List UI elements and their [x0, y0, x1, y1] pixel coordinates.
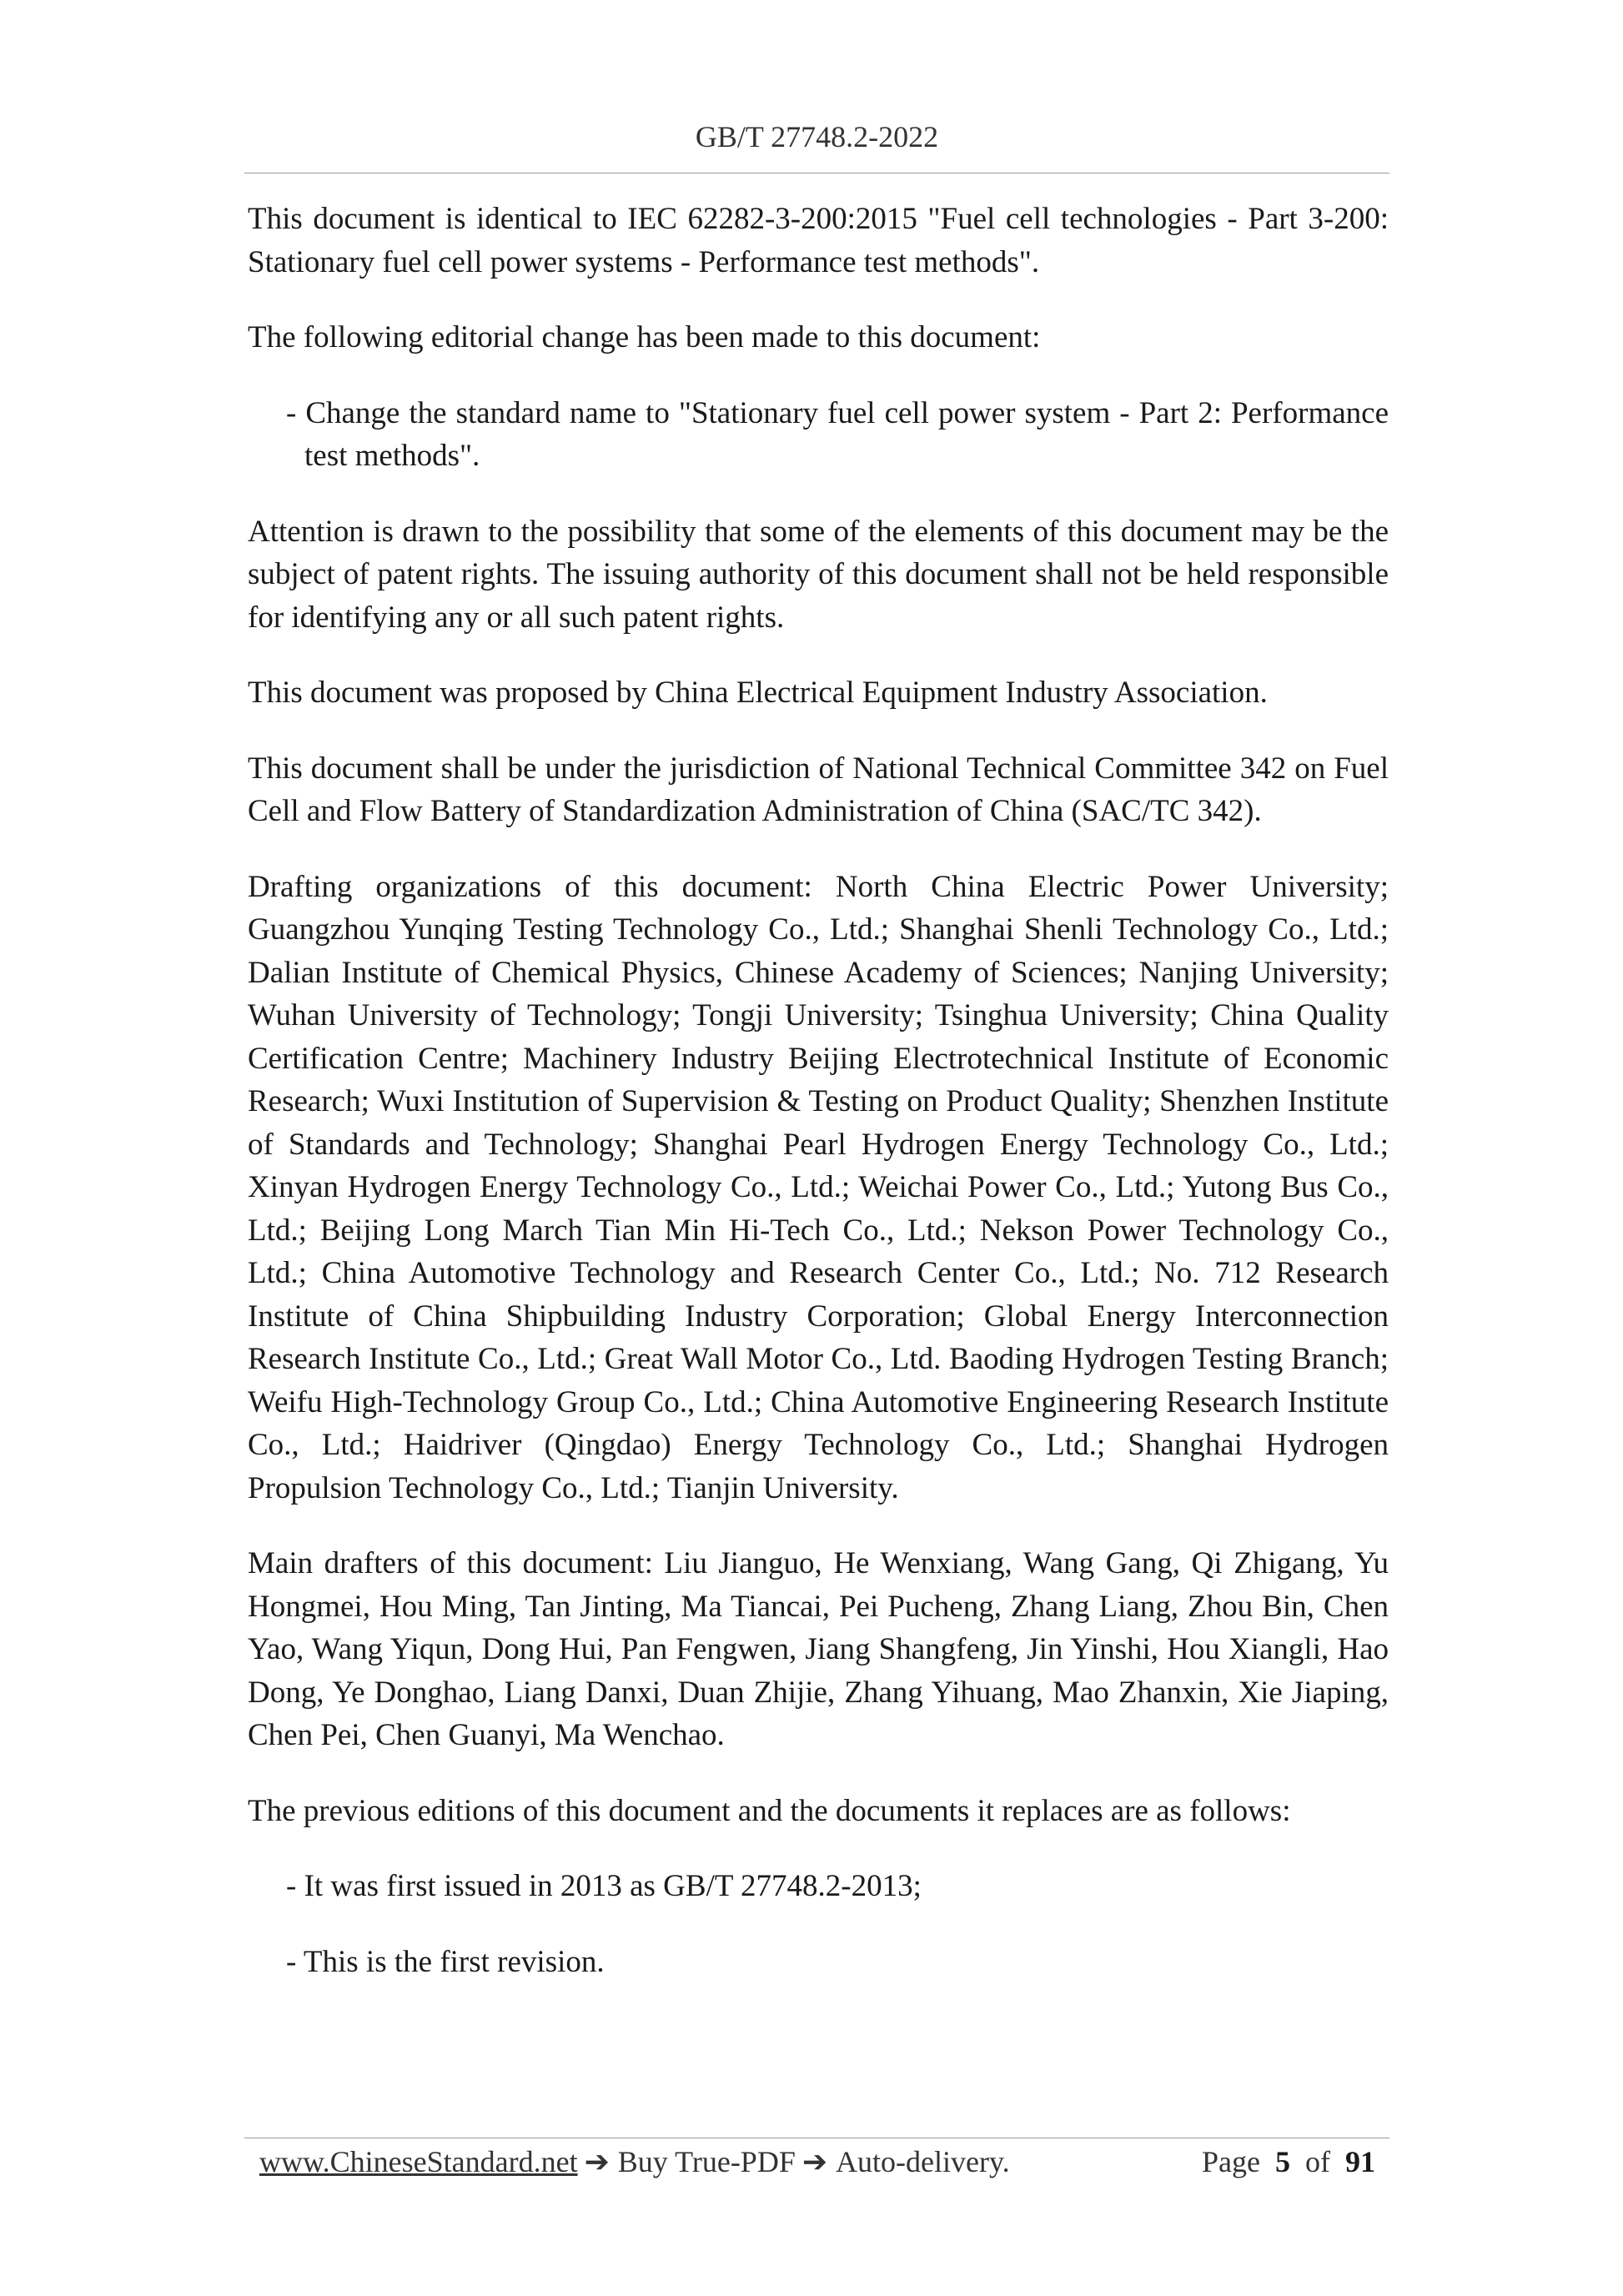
total-page-count: 91: [1345, 2145, 1375, 2178]
drafting-organizations: Drafting organizations of this document: North China Electric Power University; Guangzhou Yunqing Testing Technology Co., Ltd.; Shanghai Shenli Technology Co., Ltd.; Dalian Institute of Chemical Physics, Chinese Academy of Sciences; Nanjing University; Wuhan University of Technology; Tongji University; Tsinghua University; China Quality Certification Centre; Machinery Industry Beijing Electrotechnical Institute of Economic Research; Wuxi Institution of Supervision & Testing on Product Quality; Shenzhen Institute of Standards and Technology; Shanghai Pearl Hydrogen Energy Technology Co., Ltd.; Xinyan Hydrogen Energy Technology Co., Ltd.; Weichai Power Co., Ltd.; Yutong Bus Co., Ltd.; Beijing Long March Tian Min Hi-Tech Co., Ltd.; Nekson Power Technology Co., Ltd.; China Automotive Technology and Research Center Co., Ltd.; No. 712 Research Institute of China Shipbuilding Industry Corporation; Global Energy Interconnection Research Institute Co., Ltd.; Great Wall Motor Co., Ltd. Baoding Hydrogen Testing Branch; Weifu High-Technology Group Co., Ltd.; China Automotive Engineering Research Institute Co., Ltd.; Haidriver (Qingdao) Energy Technology Co., Ltd.; Shanghai Hydrogen Propulsion Technology Co., Ltd.; Tianjin University.: [248, 869, 1389, 1505]
previous-editions-intro: The previous editions of this document and the documents it replaces are as follows:: [248, 1793, 1291, 1828]
footer-purchase-line: [259, 2142, 1010, 2182]
proposer-statement: This document was proposed by China Electrical Equipment Industry Association.: [248, 676, 1268, 710]
patent-notice: Attention is drawn to the possibility that some of the elements of this document may be the subject of patent rights. The issuing authority of this document shall not be held responsible for identifying any or all such patent rights.: [248, 514, 1389, 635]
buy-true-pdf-label: Buy True-PDF: [617, 2145, 796, 2178]
identity-statement: This document is identical to IEC 62282-3-200:2015 "Fuel cell technologies - Part 3-200: Stationary fuel cell power systems - Performance test methods".: [248, 202, 1389, 279]
arrow-right-icon: ➔: [801, 2145, 828, 2178]
main-drafters: Main drafters of this document: Liu Jianguo, He Wenxiang, Wang Gang, Qi Zhigang, Yu Hongmei, Hou Ming, Tan Jinting, Ma Tiancai, Pei Pucheng, Zhang Liang, Zhou Bin, Chen Yao, Wang Yiqun, Dong Hui, Pan Fengwen, Jiang Shangfeng, Jin Yinshi, Hou Xiangli, Hao Dong, Ye Donghao, Liang Danxi, Duan Zhijie, Zhang Yihuang, Mao Zhanxin, Xie Jiaping, Chen Pei, Chen Guanyi, Ma Wenchao.: [248, 1546, 1389, 1752]
edition-list-item: - It was first issued in 2013 as GB/T 27748.2-2013;: [286, 1869, 922, 1903]
page-of-label: of: [1305, 2145, 1330, 2178]
editorial-change-intro: The following editorial change has been made to this document:: [248, 320, 1041, 354]
page-header-title: GB/T 27748.2-2022: [695, 120, 939, 153]
chinese-standard-site-link[interactable]: www.ChineseStandard.net: [259, 2145, 578, 2178]
auto-delivery-label: Auto-delivery.: [836, 2145, 1010, 2178]
editorial-change-item: - Change the standard name to "Stationary fuel cell power system - Part 2: Performance test methods".: [286, 395, 1389, 473]
jurisdiction-statement: This document shall be under the jurisdiction of National Technical Committee 342 on Fuel Cell and Flow Battery of Standardization Administration of China (SAC/TC 342).: [248, 751, 1389, 828]
document-body: [248, 198, 1389, 2016]
page-label: Page: [1202, 2145, 1260, 2178]
current-page-number: 5: [1275, 2145, 1290, 2178]
arrow-right-icon: ➔: [584, 2145, 610, 2178]
edition-list-item: - This is the first revision.: [286, 1944, 605, 1979]
page-indicator: [1202, 2142, 1375, 2182]
